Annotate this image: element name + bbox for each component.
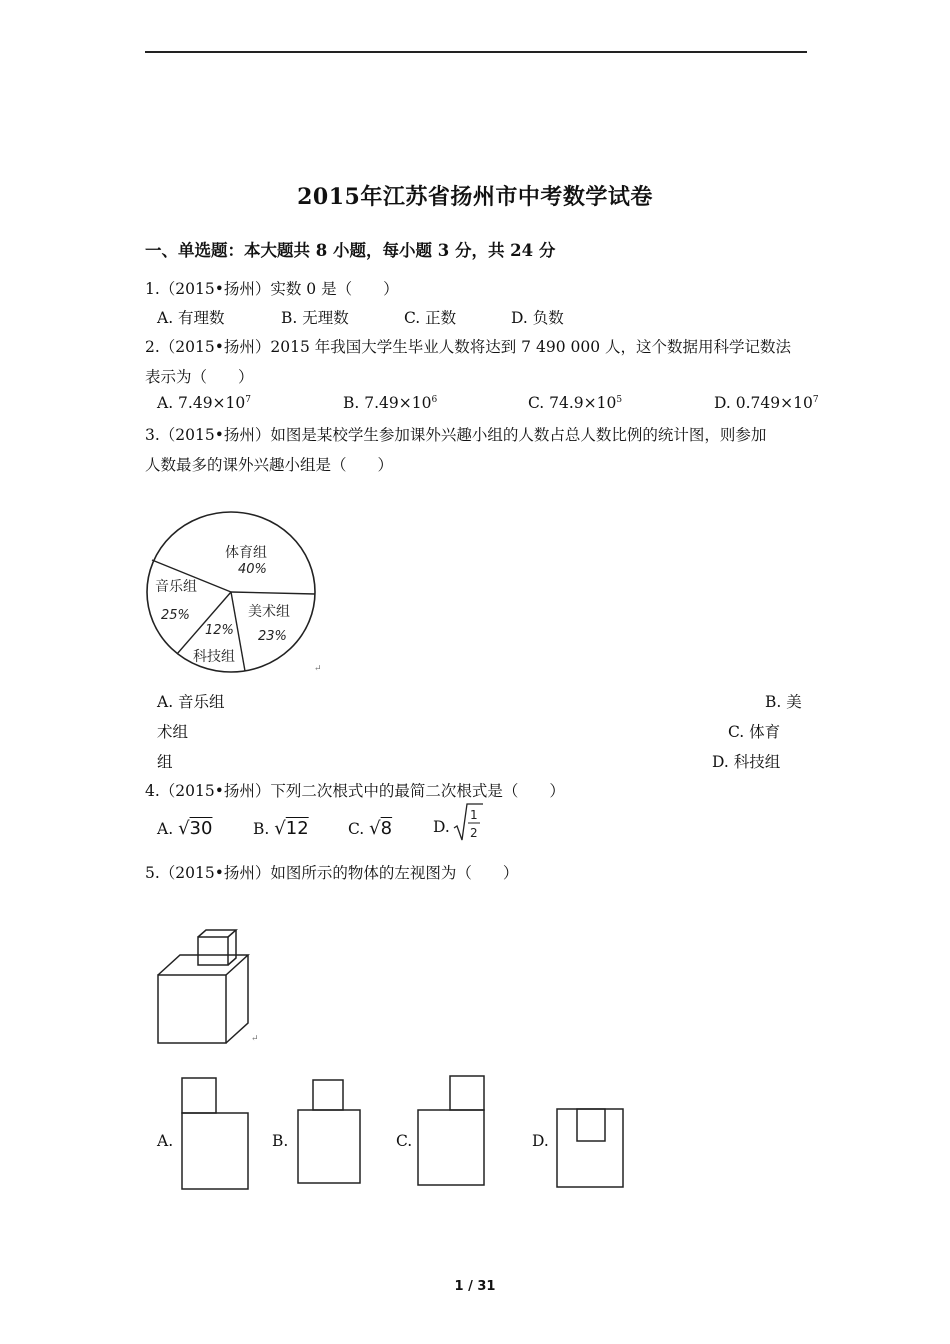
q3-stem-line2: 人数最多的课外兴趣小组是（ ） [145, 456, 394, 474]
solid-figure [150, 925, 270, 1050]
pie-pct-art: 23% [258, 629, 287, 644]
q3-option-a: A. 音乐组 [157, 693, 225, 711]
q2-option-b: B. $7.49\times 10^6$ [343, 394, 438, 412]
q1-option-c: C. 正数 [404, 309, 457, 327]
q3-option-b: B. 美 [765, 693, 802, 711]
pie-label-art: 美术组 [248, 604, 290, 620]
q1-option-a: A. 有理数 [157, 309, 225, 327]
radicand-numerator: 1 [470, 808, 478, 822]
pie-divider-2 [231, 592, 315, 594]
q4-option-a: A. √30 [157, 818, 213, 839]
radical-sign [454, 804, 483, 840]
q5-option-a-label: A. [157, 1132, 174, 1150]
return-mark: ↵ [314, 664, 322, 674]
q4-option-c: C. √8 [348, 818, 393, 839]
q3-option-c: C. 体育 [728, 723, 781, 741]
q5-option-d-label: D. [532, 1132, 549, 1150]
q4-stem: 4.（2015•扬州）下列二次根式中的最简二次根式是（ ） [145, 782, 565, 800]
q1-option-d: D. 负数 [511, 309, 564, 327]
pie-pct-sports: 40% [238, 562, 267, 577]
pie-pct-tech: 12% [205, 623, 234, 638]
q1-stem: 1.（2015•扬州）实数 0 是（ ） [145, 280, 399, 298]
q4-option-d: D. [433, 818, 450, 836]
q4-option-d-radical [452, 802, 486, 842]
q2-stem-line2: 表示为（ ） [145, 368, 254, 386]
q5-option-d-figure [554, 1106, 634, 1190]
pie-figure [140, 508, 330, 678]
q5-stem: 5.（2015•扬州）如图所示的物体的左视图为（ ） [145, 864, 519, 882]
q5-option-b-label: B. [272, 1132, 289, 1150]
page-title: 2015年江苏省扬州市中考数学试卷 [297, 184, 653, 210]
q1-option-b: B. 无理数 [281, 309, 349, 327]
q3-stem-line1: 3.（2015•扬州）如图是某校学生参加课外兴趣小组的人数占总人数比例的统计图，则参加 [145, 426, 767, 444]
large-cube-side [226, 955, 248, 1043]
q2-option-a: A. $7.49\times 10^7$ [157, 394, 252, 412]
q3-option-d: D. 科技组 [712, 753, 781, 771]
pie-pct-music: 25% [161, 608, 190, 623]
section-heading: 一、单选题：本大题共 8 小题，每小题 3 分，共 24 分 [145, 241, 556, 260]
q4-option-b: B. √12 [253, 818, 309, 839]
q5-option-b-figure [294, 1077, 366, 1187]
q5-option-a-figure [178, 1075, 258, 1193]
header-rule [145, 51, 807, 53]
return-mark: ↵ [251, 1034, 259, 1044]
pie-label-sports: 体育组 [225, 545, 267, 561]
radicand-denominator: 2 [470, 826, 478, 840]
q3-option-b-cont: 术组 [157, 723, 189, 741]
small-cube-front [198, 937, 228, 965]
q3-option-c-cont: 组 [157, 753, 173, 771]
pie-label-tech: 科技组 [193, 649, 235, 665]
q2-option-c: C. $74.9\times 10^5$ [528, 394, 623, 412]
small-cube-top [198, 930, 236, 937]
q2-option-d: D. $0.749\times 10^7$ [714, 394, 819, 412]
large-cube-front [158, 975, 226, 1043]
page-number: 1 / 31 [454, 1279, 496, 1294]
q5-option-c-label: C. [396, 1132, 413, 1150]
pie-label-music: 音乐组 [155, 579, 197, 595]
q5-option-c-figure [414, 1073, 490, 1189]
q2-stem-line1: 2.（2015•扬州）2015 年我国大学生毕业人数将达到 7 490 000 人，这个数据用科学记数法 [145, 338, 791, 356]
